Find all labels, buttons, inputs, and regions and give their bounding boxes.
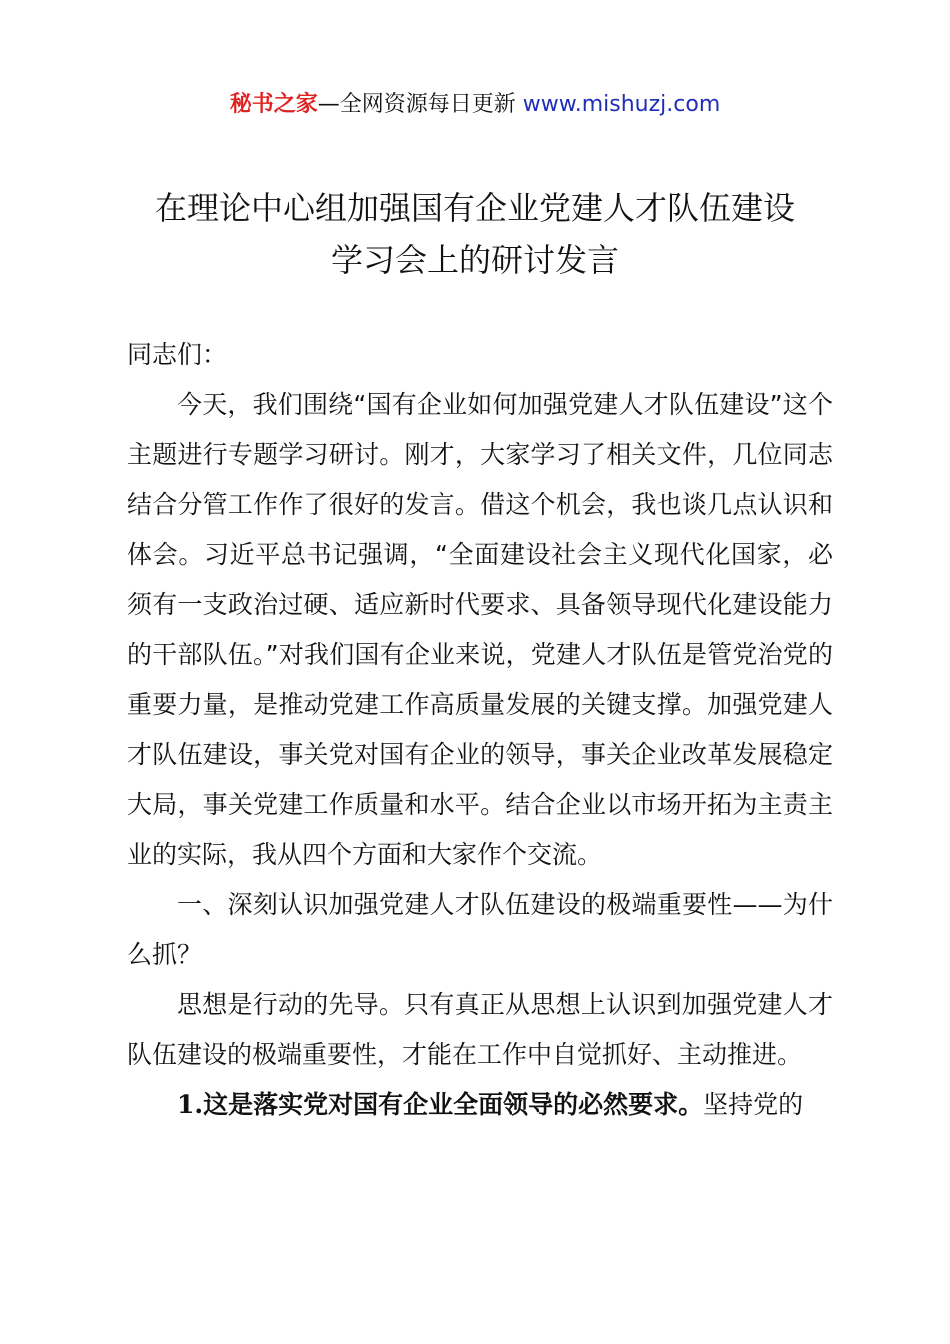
header-tagline: —全网资源每日更新 <box>317 92 516 117</box>
paragraph-2: 思想是行动的先导。只有真正从思想上认识到加强党建人才队伍建设的极端重要性，才能在工作中自觉抓好、主动推进。 <box>127 990 833 1069</box>
document-title <box>60 182 890 286</box>
paragraph-3 <box>127 1080 833 1130</box>
section-heading-1: 一、深刻认识加强党建人才队伍建设的极端重要性——为什么抓？ <box>127 890 833 969</box>
title-line-1: 在理论中心组加强国有企业党建人才队伍建设 <box>154 189 795 227</box>
document-body <box>127 330 833 1130</box>
point-1-lead <box>177 1090 703 1119</box>
site-url-link[interactable]: www.mishuzj.com <box>522 92 721 117</box>
paragraph-intro: 今天，我们围绕“国有企业如何加强党建人才队伍建设”这个主题进行专题学习研讨。刚才，大家学习了相关文件，几位同志结合分管工作作了很好的发言。借这个机会，我也谈几点认识和体会。习近平总书记强调，“全面建设社会主义现代化国家，必须有一支政治过硬、适应新时代要求、具备领导现代化建设能力的干部队伍。”对我们国有企业来说，党建人才队伍是管党治党的重要力量，是推动党建工作高质量发展的关键支撑。加强党建人才队伍建设，事关党对国有企业的领导，事关企业改革发展稳定大局，事关党建工作质量和水平。结合企业以市场开拓为主责主业的实际，我从四个方面和大家作个交流。 <box>127 390 833 869</box>
salutation: 同志们： <box>127 340 228 369</box>
title-line-2: 学习会上的研讨发言 <box>330 241 619 279</box>
point-1-text: 坚持党的 <box>703 1090 804 1119</box>
point-1-heading: 这是落实党对国有企业全面领导的必然要求。 <box>203 1090 704 1119</box>
point-1-number: 1. <box>177 1090 204 1119</box>
brand-name: 秘书之家 <box>229 92 318 117</box>
site-header <box>0 88 950 122</box>
